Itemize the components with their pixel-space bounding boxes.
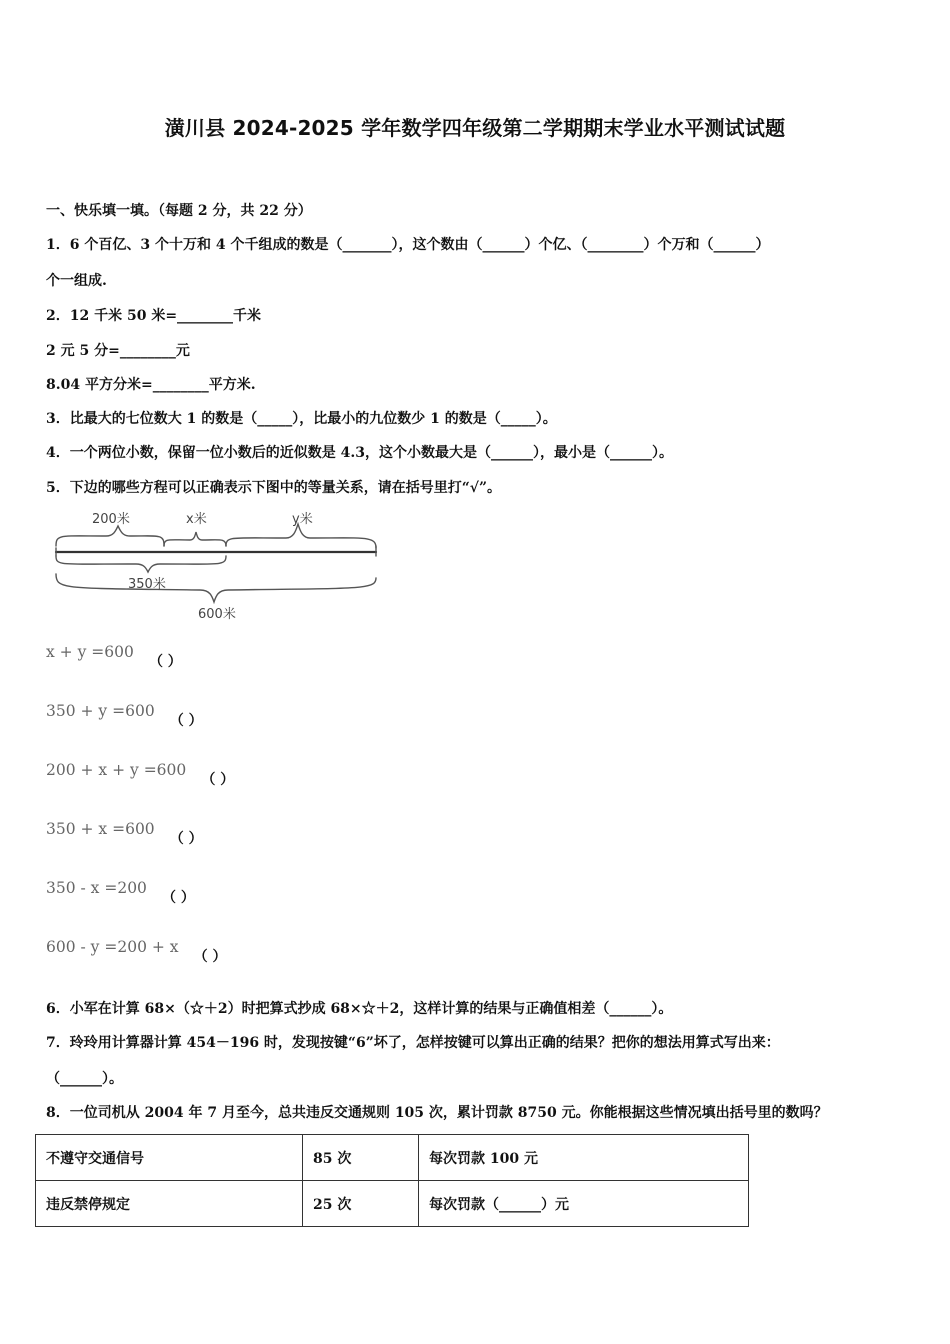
equation-row <box>46 937 227 965</box>
question-2-part-b: 2 元 5 分=________元 <box>46 343 190 359</box>
equation-row <box>46 760 235 788</box>
question-7-line-2: （______）。 <box>46 1071 123 1087</box>
equation-row <box>46 878 195 906</box>
equation-text: 350 - x =200 <box>46 879 147 897</box>
equation-text: 200 + x + y =600 <box>46 761 187 779</box>
label-350: 350米 <box>128 577 166 592</box>
table-cell: 违反禁停规定 <box>36 1181 303 1227</box>
equation-row <box>46 819 203 847</box>
brace-350 <box>56 556 226 572</box>
question-4: 4．一个两位小数，保留一位小数后的近似数是 4.3，这个小数最大是（______），最小是（______）。 <box>46 445 673 461</box>
brace-200 <box>56 526 164 546</box>
answer-parentheses[interactable]: （ ） <box>169 831 203 847</box>
brace-x <box>164 532 226 546</box>
segment-diagram <box>40 506 400 626</box>
label-200: 200米 <box>92 512 130 527</box>
question-1-line-2: 个一组成. <box>46 273 107 289</box>
question-8: 8．一位司机从 2004 年 7 月至今，总共违反交通规则 105 次，累计罚款 8750 元。你能根据这些情况填出括号里的数吗？ <box>46 1105 828 1121</box>
answer-parentheses[interactable]: （ ） <box>193 949 227 965</box>
question-3: 3．比最大的七位数大 1 的数是（_____），比最小的九位数少 1 的数是（_____）。 <box>46 411 557 427</box>
question-1-line-1: 1．6 个百亿、3 个十万和 4 个千组成的数是（_______），这个数由（______）个亿、（________）个万和（______） <box>46 237 770 253</box>
label-x: x米 <box>186 512 207 527</box>
answer-parentheses[interactable]: （ ） <box>169 713 203 729</box>
equation-text: 600 - y =200 + x <box>46 938 179 956</box>
table-cell: 85 次 <box>303 1135 419 1181</box>
question-2-part-c: 8.04 平方分米=________平方米. <box>46 377 256 393</box>
brace-y <box>226 524 376 548</box>
equation-text: 350 + y =600 <box>46 702 155 720</box>
page-title: 潢川县 2024-2025 学年数学四年级第二学期期末学业水平测试试题 <box>164 116 786 140</box>
section-heading: 一、快乐填一填。（每题 2 分，共 22 分） <box>46 203 312 219</box>
question-5: 5．下边的哪些方程可以正确表示下图中的等量关系，请在括号里打“√”。 <box>46 480 502 496</box>
violation-table <box>35 1134 749 1227</box>
table-cell: 25 次 <box>303 1181 419 1227</box>
answer-parentheses[interactable]: （ ） <box>148 654 182 670</box>
equation-row <box>46 701 203 729</box>
equation-text: 350 + x =600 <box>46 820 155 838</box>
question-7-line-1: 7．玲玲用计算器计算 454－196 时，发现按键“6”坏了，怎样按键可以算出正确的结果？把你的想法用算式写出来： <box>46 1035 780 1051</box>
label-y: y米 <box>292 512 313 527</box>
brace-600 <box>56 574 376 602</box>
table-cell[interactable]: 每次罚款（______）元 <box>419 1181 749 1227</box>
label-600: 600米 <box>198 607 236 622</box>
answer-parentheses[interactable]: （ ） <box>201 772 235 788</box>
table-row <box>36 1135 749 1181</box>
equation-text: x + y =600 <box>46 643 134 661</box>
question-2-part-a: 2．12 千米 50 米=________千米 <box>46 308 262 324</box>
table-cell: 每次罚款 100 元 <box>419 1135 749 1181</box>
table-cell: 不遵守交通信号 <box>36 1135 303 1181</box>
question-6: 6．小军在计算 68×（☆＋2）时把算式抄成 68×☆＋2，这样计算的结果与正确值相差（______）。 <box>46 1001 673 1017</box>
table-row <box>36 1181 749 1227</box>
equation-row <box>46 642 182 670</box>
answer-parentheses[interactable]: （ ） <box>162 890 195 906</box>
